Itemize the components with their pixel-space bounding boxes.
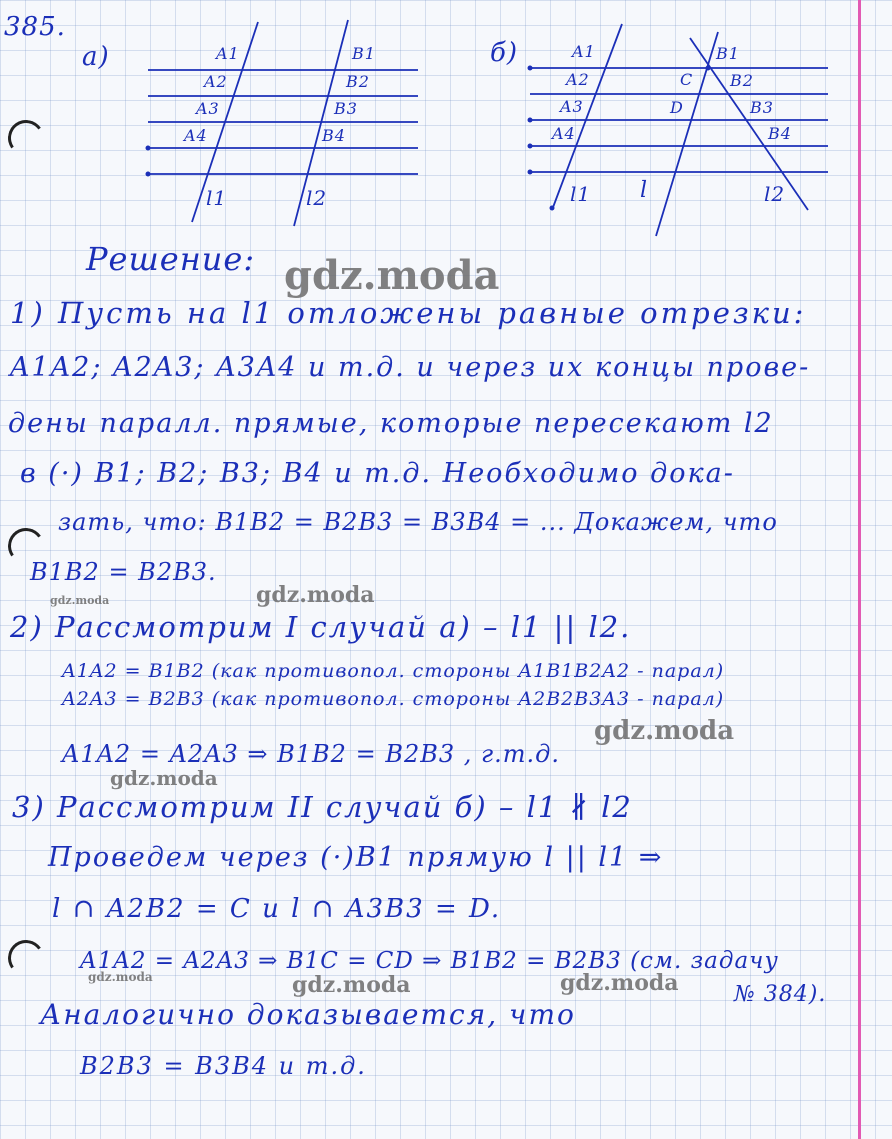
label-b-a3: A3 [560,97,584,116]
solution-heading: Решение: [86,240,256,278]
label-a3: A3 [196,99,220,118]
label-b-a4: A4 [552,124,576,143]
label-b-b1: B1 [716,44,740,63]
label-a1: A1 [216,44,240,63]
text-line-8: A1A2 = B1B2 (как противопол. стороны A1B1B2A2 - парал) [62,660,725,682]
text-line-11: 3) Рассмотрим II случай б) – l1 ∦ l2 [12,790,633,824]
label-l-b: l [640,178,649,203]
watermark: gdz.moda [560,970,679,996]
text-line-14: A1A2 = A2A3 ⇒ B1C = CD ⇒ B1B2 = B2B3 (см. задачу [80,948,779,974]
text-line-1: 1) Пусть на l1 отложены равные отрезки: [10,296,807,330]
watermark: gdz.moda [256,582,375,608]
label-b4: B4 [322,126,346,145]
text-line-4: в (·) B1; B2; B3; B4 и т.д. Необходимо дока- [20,458,735,489]
text-line-10: A1A2 = A2A3 ⇒ B1B2 = B2B3 , г.т.д. [62,740,561,768]
label-a2: A2 [204,72,228,91]
watermark: gdz.moda [88,970,153,984]
text-line-3: дены паралл. прямые, которые пересекают l2 [8,408,774,439]
text-line-2: A1A2; A2A3; A3A4 и т.д. и через их концы прове- [10,352,811,383]
figures [0,0,892,260]
text-line-15: № 384). [734,982,827,1007]
watermark: gdz.moda [50,594,110,607]
label-b-a1: A1 [572,42,596,61]
figure-b-label: б) [490,38,519,68]
figure-a-label: а) [82,42,110,72]
text-line-7: 2) Рассмотрим I случай а) – l1 || l2. [10,610,632,644]
text-line-16: Аналогично доказывается, что [40,998,576,1031]
text-line-13: l ∩ A2B2 = C и l ∩ A3B3 = D. [52,894,502,924]
text-line-12: Проведем через (·)B1 прямую l || l1 ⇒ [48,842,664,873]
label-b-a2: A2 [566,70,590,89]
label-d: D [670,98,684,117]
problem-number: 385. [4,12,66,42]
watermark: gdz.moda [292,972,411,998]
text-line-9: A2A3 = B2B3 (как противопол. стороны A2B2B3A3 - парал) [62,688,725,710]
label-b-b3: B3 [750,98,774,117]
text-line-6: B1B2 = B2B3. [30,558,217,586]
label-l2-b: l2 [764,182,786,206]
text-line-5: зать, что: B1B2 = B2B3 = B3B4 = ... Докажем, что [58,508,778,536]
label-a4: A4 [184,126,208,145]
label-l2-a: l2 [306,186,328,210]
label-b1: B1 [352,44,376,63]
watermark: gdz.moda [284,252,500,299]
text-line-17: B2B3 = B3B4 и т.д. [80,1052,367,1080]
watermark: gdz.moda [110,766,218,790]
watermark: gdz.moda [594,716,735,746]
label-b2: B2 [346,72,370,91]
label-l1-b: l1 [570,182,592,206]
label-l1-a: l1 [206,186,228,210]
label-b-b2: B2 [730,71,754,90]
label-c: C [680,70,694,89]
label-b-b4: B4 [768,124,792,143]
line-l-b [656,32,718,236]
label-b3: B3 [334,99,358,118]
figure-a-lines [148,20,418,226]
